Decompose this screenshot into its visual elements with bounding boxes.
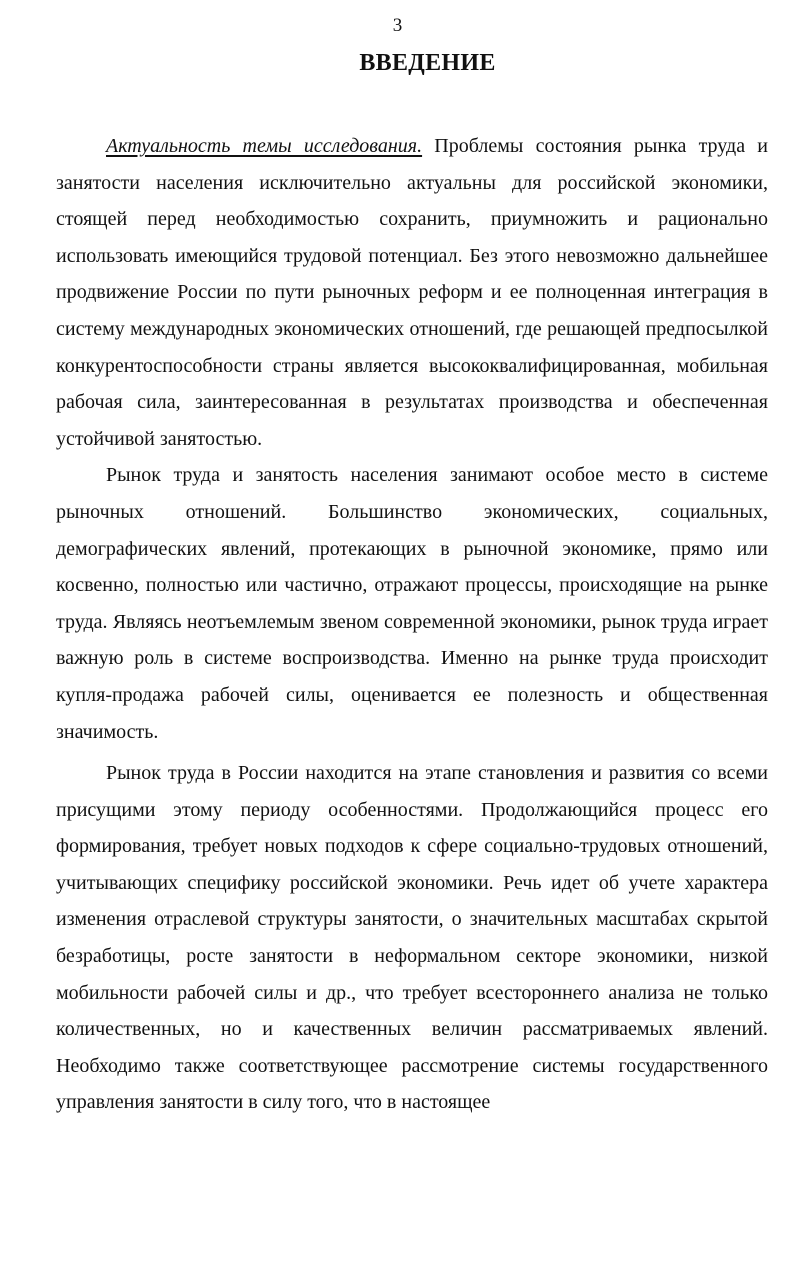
section-lead-heading: Актуальность темы исследования. — [106, 135, 423, 157]
page-title: ВВЕДЕНИЕ — [359, 50, 496, 76]
paragraph-relevance — [56, 128, 768, 457]
page-number: 3 — [392, 15, 403, 36]
paragraph-labor-market-russia: Рынок труда в России находится на этапе становления и развития со всеми присущими этому периоду особенностями. Продолжающийся процесс его формирования, требует новых подходов к сфере социально-трудовых отношений, учитывающих специфику российской экономики. Речь идет об учете характера изменения отраслевой структуры занятости, о значительных масштабах скрытой безработицы, росте занятости в неформальном секторе экономики, низкой мобильности рабочей силы и др., что требует всестороннего анализа не только количественных, но и качественных величин рассматриваемых явлений. Необходимо также соответствующее рассмотрение системы государственного управления занятости в силу того, что в настоящее — [56, 762, 768, 1114]
document-body — [56, 128, 768, 1121]
paragraph-text: Проблемы состояния рынка труда и занятости населения исключительно актуальны для российской экономики, стоящей перед необходимостью сохранить, приумножить и рационально использовать имеющийся трудовой потенциал. Без этого невозможно дальнейшее продвижение России по пути рыночных реформ и ее полноценная интеграция в систему международных экономических отношений, где решающей предпосылкой конкурентоспособности страны является высококвалифицированная, мобильная рабочая сила, заинтересованная в результатах производства и обеспеченная устойчивой занятостью. — [56, 135, 768, 450]
scan-speck — [354, 1218, 360, 1222]
paragraph-labor-market: Рынок труда и занятость населения занимают особое место в системе рыночных отношений. Большинство экономических, социальных, демографических явлений, протекающих в рыночной экономике, прямо или косвенно, полностью или частично, отражают процессы, происходящие на рынке труда. Являясь неотъемлемым звеном современной экономики, рынок труда играет важную роль в системе воспроизводства. Именно на рынке труда происходит купля-продажа рабочей силы, оценивается ее полезность и общественная значимость. — [56, 464, 768, 743]
